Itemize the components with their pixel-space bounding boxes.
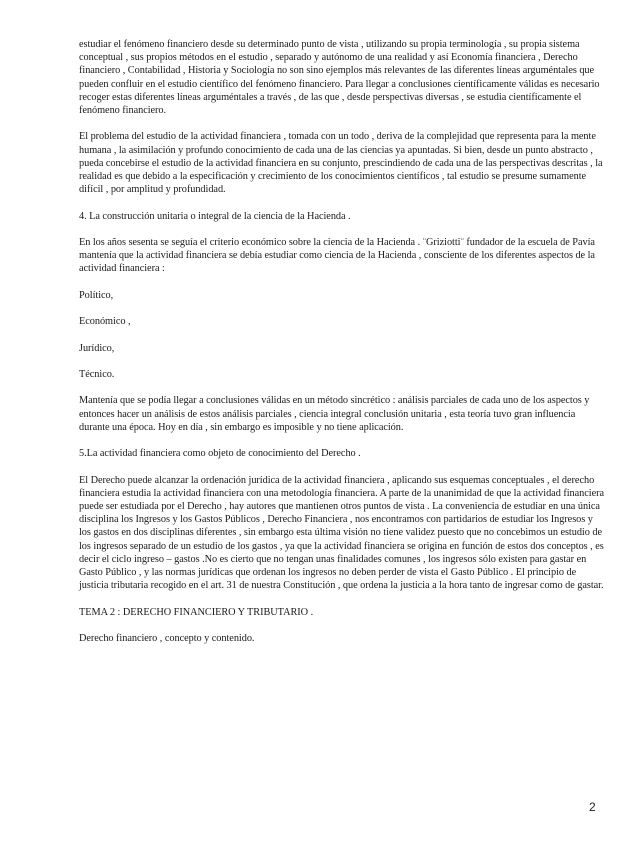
list-item-politico: Político,	[79, 289, 114, 301]
document-body	[79, 38, 605, 658]
subsection-heading: Derecho financiero , concepto y contenido.	[79, 632, 255, 644]
page-number: 2	[589, 800, 596, 814]
paragraph-sincretico: Mantenía que se podía llegar a conclusiones válidas en un método sincrético : análisis parciales de cada uno de los aspectos y entonces hacer un análisis de estos análisis parciales , ciencia integral conclusión unitaria , esta teoría tuvo gran influencia durante una época. Hoy en día , sin embargo es imposible y no tiene aplicación.	[79, 395, 590, 433]
paragraph-derecho: El Derecho puede alcanzar la ordenación jurídica de la actividad financiera , aplicando sus esquemas conceptuales , el derecho financiera estudia la actividad financiera con una metodología financiera. A parte de la unanimidad de que la actividad financiera puede ser estudiada por el Derecho , hay autores que mantienen otros puntos de vista . La conveniencia de estudiar en una única disciplina los Ingresos y los Gastos Públicos , Derecho Financiera , nos encontramos con partidarios de estudiar los Ingresos y los gastos en dos disciplinas diferentes , sin embargo esta última visión no tiene validez puesto que no concebimos un estudio de los ingresos separado de un estudio de los gastos , ya que la actividad financiera se origina en función de estos dos conceptos , es decir el ciclo ingreso – gastos .No es cierto que no tengan unas finalidades comunes , los ingresos sólo existen para gastar en Gasto Público , y las normas jurídicas que ordenan los ingresos no deben perder de vista el Gasto Público . El principio de justicia tributaria recogido en el art. 31 de nuestra Constitución , que ordena la justicia a la hora tanto de ingresar como de gastar.	[79, 474, 604, 592]
section-heading-5: 5.La actividad financiera como objeto de conocimiento del Derecho .	[79, 448, 361, 460]
list-item-economico: Económico ,	[79, 316, 131, 328]
list-item-juridico: Jurídico,	[79, 342, 115, 354]
list-item-tecnico: Técnico.	[79, 368, 115, 380]
section-heading-4: 4. La construcción unitaria o integral de la ciencia de la Hacienda .	[79, 210, 351, 222]
chapter-heading-tema-2: TEMA 2 : DERECHO FINANCIERO Y TRIBUTARIO .	[79, 606, 314, 618]
paragraph-problem: El problema del estudio de la actividad financiera , tomada con un todo , deriva de la complejidad que representa para la mente humana , la asimilación y profundo conocimiento de cada una de las ciencias ya apuntadas. Si bien, desde un punto abstracto , pueda concebirse el estudio de la actividad financiera en su conjunto, prescindiendo de cada una de las perspectivas descritas , la realidad es que debido a la especificación y crecimiento de los conocimientos científicos , tal estudio se presume sumamente difícil , por amplitud y profundidad.	[79, 131, 603, 196]
paragraph-intro: estudiar el fenómeno financiero desde su determinado punto de vista , utilizando su propia terminología , su propia sistema conceptual , sus propios métodos en el estudio , separado y autónomo de una realidad y así Economía financiera , Derecho financiero , Contabilidad , Historia y Sociología no son sino ejemplos más relevantes de las diferentes líneas arguméntales que pueden confluir en el estudio científico del fenómeno financiero. Para llegar a conclusiones científicamente válidas es necesario recoger estas diferentes líneas arguméntales a través , de las que , desde perspectivas diversas , se estudia científicamente el fenómeno financiero.	[79, 39, 600, 117]
paragraph-sixties: En los años sesenta se seguía el criterio económico sobre la ciencia de la Hacienda . ¨Griziotti¨ fundador de la escuela de Pavía mantenía que la actividad financiera se debía estudiar como ciencia de la Hacienda , consciente de los diferentes aspectos de la actividad financiera :	[79, 237, 595, 275]
